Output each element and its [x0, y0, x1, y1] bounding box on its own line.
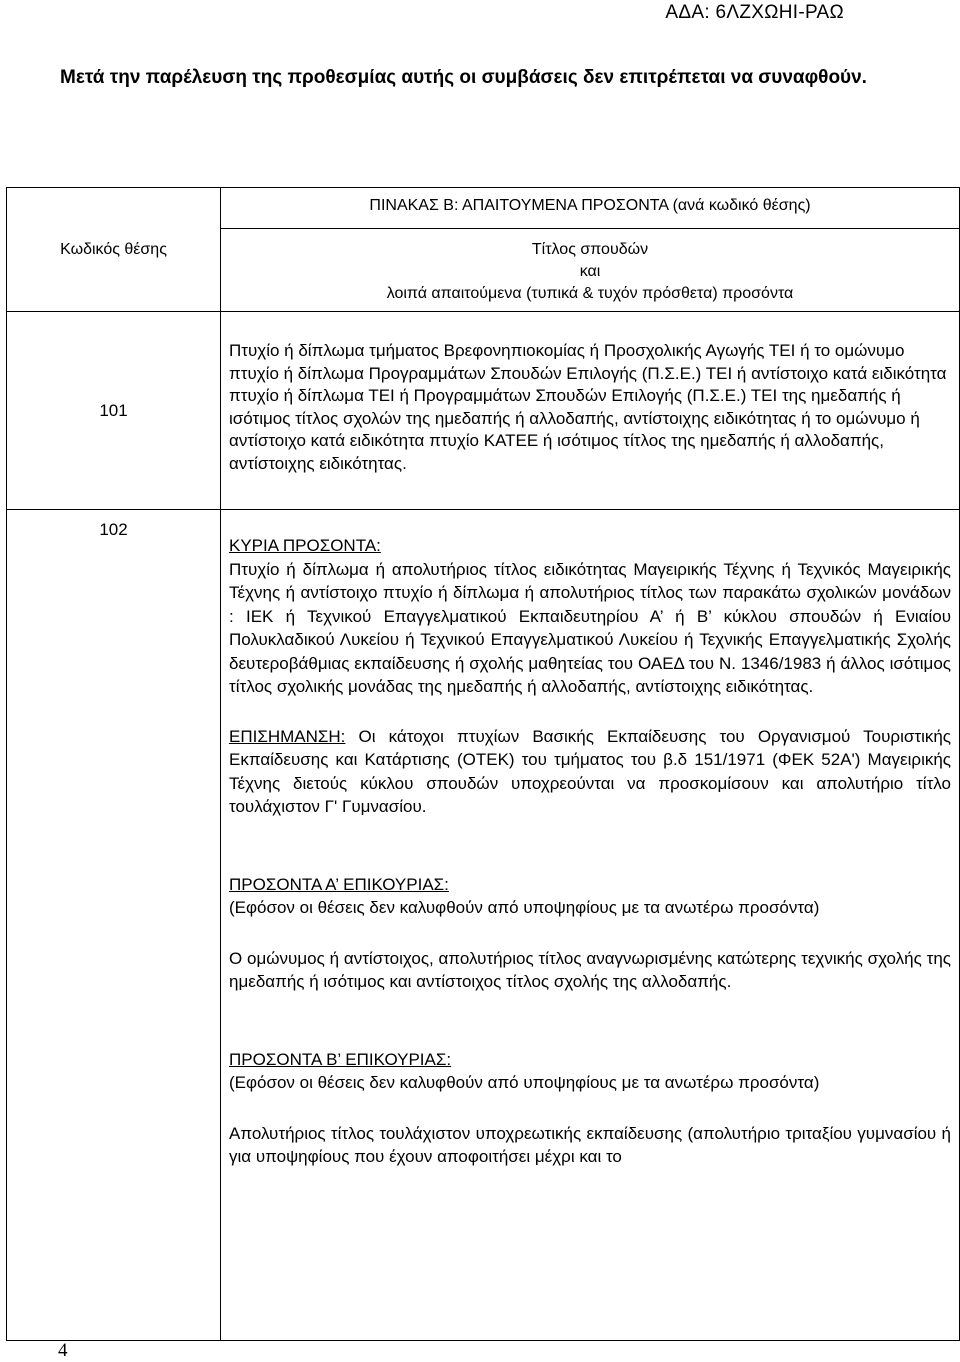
intro-paragraph: Μετά την παρέλευση της προθεσμίας αυτής οι συμβάσεις δεν επιτρέπεται να συναφθούν. — [60, 67, 867, 88]
requirements-text: Πτυχίο ή δίπλωμα τμήματος Βρεφονηπιοκομίας ή Προσχολικής Αγωγής ΤΕΙ ή το ομώνυμο πτυχίο ή δίπλωμα Προγραμμάτων Σπουδών Επιλογής (Π.Σ.Ε.) ΤΕΙ ή αντίστοιχο κατά ειδικότητα πτυχίο ή δίπλωμα ΤΕΙ ή Προγραμμάτων Σπουδών Επιλογής (Π.Σ.Ε.) ΤΕΙ της ημεδαπής ή ισότιμος τίτλος σχολών της ημεδαπής ή αλλοδαπής, αντίστοιχης ειδικότητας ή το ομώνυμο ή αντίστοιχο κατά ειδικότητα πτυχίο ΚΑΤΕΕ ή ισότιμος τίτλος της ημεδαπής ή αλλοδαπής, αντίστοιχης ειδικότητας. — [221, 312, 960, 510]
note-paragraph — [229, 725, 951, 819]
secondary-b-text: Απολυτήριος τίτλος τουλάχιστον υποχρεωτικής εκπαίδευσης (απολυτήριο τριταξίου γυμνασίου ή για υποψηφίους που έχουν αποφοιτήσει μέχρι και το — [229, 1123, 951, 1166]
table-row — [7, 510, 960, 1341]
secondary-a-text: Ο ομώνυμος ή αντίστοιχος, απολυτήριος τίτλος αναγνωρισμένης κατώτερης τεχνικής σχολής της ημεδαπής ή ισότιμος και αντίστοιχος τίτλος σχολής της αλλοδαπής. — [229, 948, 951, 991]
position-code: 102 — [7, 510, 221, 1341]
col-header-line-2: και — [579, 263, 601, 280]
secondary-a-condition: (Εφόσον οι θέσεις δεν καλυφθούν από υποψηφίους με τα ανωτέρω προσόντα) — [229, 898, 820, 917]
secondary-a-label: ΠΡΟΣΟΝΤΑ Α’ ΕΠΙΚΟΥΡΙΑΣ: — [229, 874, 449, 894]
requirements-table — [6, 187, 960, 1341]
secondary-b-condition: (Εφόσον οι θέσεις δεν καλυφθούν από υποψηφίους με τα ανωτέρω προσόντα) — [229, 1073, 820, 1092]
main-qualifications-label: ΚΥΡΙΑ ΠΡΟΣΟΝΤΑ: — [229, 536, 381, 555]
note-label: ΕΠΙΣΗΜΑΝΣΗ: — [229, 726, 346, 746]
col-header-description — [221, 229, 960, 312]
table-title — [221, 188, 960, 229]
table-title-text: ΠΙΝΑΚΑΣ Β: ΑΠΑΙΤΟΥΜΕΝΑ ΠΡΟΣΟΝΤΑ (ανά κωδικό θέσης) — [369, 197, 811, 214]
secondary-b-label: ΠΡΟΣΟΝΤΑ Β’ ΕΠΙΚΟΥΡΙΑΣ: — [229, 1049, 452, 1069]
col-header-line-1: Τίτλος σπουδών — [531, 241, 649, 258]
col-header-line-3: λοιπά απαιτούμενα (τυπικά & τυχόν πρόσθετα) προσόντα — [386, 285, 794, 302]
ada-code: ΑΔΑ: 6ΛΖΧΩΗΙ-ΡΑΩ — [665, 2, 844, 23]
position-code: 101 — [7, 312, 221, 510]
note-text: Οι κάτοχοι πτυχίων Βασικής Εκπαίδευσης του Οργανισμού Τουριστικής Εκπαίδευσης και Κατάρτισης (ΟΤΕΚ) του τμήματος του β.δ 151/1971 (ΦΕΚ 52Α') Μαγειρικής Τέχνης διετούς κύκλου σπουδών υποχρεούνται να προσκομίσουν και απολυτήριο τίτλο τουλάχιστον Γ' Γυμνασίου. — [229, 726, 951, 816]
col-header-code: Κωδικός θέσης — [7, 188, 221, 312]
page-number: 4 — [58, 1340, 68, 1361]
main-qualifications-text: Πτυχίο ή δίπλωμα ή απολυτήριος τίτλος ειδικότητας Μαγειρικής Τέχνης ή Τεχνικός Μαγειρικής Τέχνης ή αντίστοιχο πτυχίο ή δίπλωμα ή απολυτήριος τίτλος των παρακάτω σχολικών μονάδων : ΙΕΚ ή Τεχνικού Επαγγελματικού Εκπαιδευτηρίου Α’ ή Β’ κύκλου σπουδών ή Ενιαίου Πολυκλαδικού Λυκείου ή Τεχνικού Επαγγελματικού Λυκείου ή Τεχνικής Επαγγελματικής Σχολής δευτεροβάθμιας εκπαίδευσης ή σχολής μαθητείας του ΟΑΕΔ του Ν. 1346/1983 ή άλλος ισότιμος τίτλος σχολικής μονάδας της ημεδαπής ή αλλοδαπής, αντίστοιχης ειδικότητας. — [229, 559, 951, 696]
table-row — [7, 312, 960, 510]
requirements-text — [221, 510, 960, 1341]
table-header-row — [7, 188, 960, 229]
